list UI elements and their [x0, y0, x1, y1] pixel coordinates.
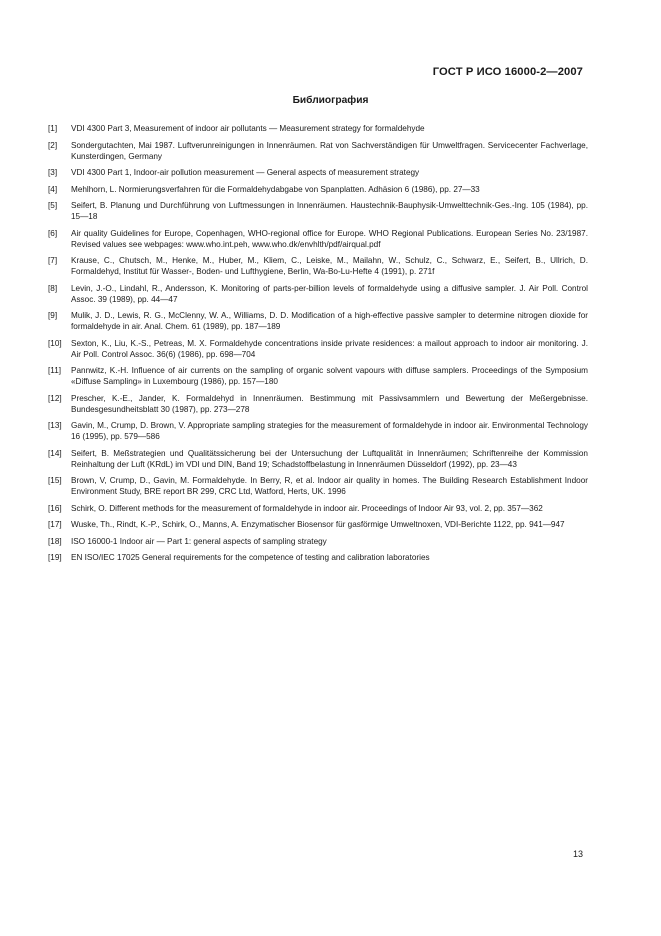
reference-text: Krause, C., Chutsch, M., Henke, M., Huber, M., Kliem, C., Leiske, M., Mailahn, W., Schulz, C., Schwarz, E., Seifert, B., Ullrich, D. Formaldehyd, Institut für Wasser-, Boden- und Lufthygiene, Berlin, Wa-Bo-Lu-Hefte 4 (1991), p. 271f [71, 256, 588, 276]
reference-number: [18] [48, 536, 62, 546]
reference-item [48, 338, 588, 360]
reference-number: [6] [48, 228, 58, 238]
reference-number: [8] [48, 283, 58, 293]
reference-number: [11] [48, 366, 62, 375]
page-number: 13 [572, 849, 583, 859]
reference-number: [10] [48, 338, 62, 348]
reference-number: [2] [48, 140, 58, 150]
reference-text: Seifert, B. Meßstrategien und Qualitätssicherung bei der Untersuchung der Luftqualität in Innenräumen; Schriftenreihe der Kommission Reinhaltung der Luft (KRdL) im VDI und DIN, Band 19; Schadstoffbelastung in Innenräumen Düsseldorf (1992), pp. 23—43 [71, 448, 588, 469]
reference-number: [17] [48, 520, 62, 529]
reference-text: Mehlhorn, L. Normierungsverfahren für die Formaldehydabgabe von Spanplatten. Adhäsion 6 (1986), pp. 27—33 [71, 184, 480, 194]
reference-number: [15] [48, 476, 62, 485]
reference-text: VDI 4300 Part 3, Measurement of indoor air pollutants — Measurement strategy for formaldehyde [71, 124, 425, 133]
reference-number: [3] [48, 168, 58, 177]
reference-item [48, 552, 588, 563]
reference-item [48, 420, 588, 442]
reference-item [48, 448, 588, 470]
reference-text: Sexton, K., Liu, K.-S., Petreas, M. X. Formaldehyde concentrations inside private residences: a mailout approach to indoor air monitoring. J. Air Poll. Control Assoc. 36(6) (1986), pp. 698—704 [71, 338, 588, 359]
reference-list [48, 123, 588, 569]
reference-number: [5] [48, 201, 58, 210]
reference-number: [16] [48, 503, 62, 513]
reference-text: Prescher, K.-E., Jander, K. Formaldehyd in Innenräumen. Bestimmung mit Passivsammlern und Bewertung der Meßergebnisse. Bundesgesundheitsblatt 30 (1987), pp. 273—278 [71, 393, 588, 414]
reference-item [48, 310, 588, 332]
reference-number: [14] [48, 448, 62, 458]
reference-item [48, 123, 588, 134]
reference-item [48, 365, 588, 387]
reference-text: Wuske, Th., Rindt, K.-P., Schirk, O., Manns, A. Enzymatischer Biosensor für gasförmige Umweltnoxen, VDI-Berichte 1122, pp. 941—947 [71, 520, 565, 529]
reference-number: [12] [48, 393, 62, 403]
reference-text: Air quality Guidelines for Europe, Copenhagen, WHO-regional office for Europe. WHO Regional Publications. European Series No. 23/1987. Revised values see webpages: www.who.int.peh, www.who.dk/envhlth/pdf/airqual.pdf [71, 228, 588, 249]
reference-number: [9] [48, 311, 58, 320]
reference-item [48, 283, 588, 305]
reference-item [48, 475, 588, 497]
reference-text: Brown, V, Crump, D., Gavin, M. Formaldehyde. In Berry, R, et al. Indoor air quality in homes. The Building Research Establishment Indoor Environment Study, BRE report BR 299, CRC Ltd, Watford, Herts, UK. 1996 [71, 476, 588, 496]
reference-item [48, 255, 588, 277]
document-code: ГОСТ Р ИСО 16000-2—2007 [432, 66, 583, 78]
reference-item [48, 184, 588, 195]
reference-text: Pannwitz, K.-H. Influence of air currents on the sampling of organic solvent vapours with diffuse samplers. Proceedings of the Symposium «Diffuse Sampling» in Luxembourg (1986), pp. 157—180 [71, 366, 588, 386]
reference-number: [4] [48, 184, 58, 194]
reference-text: Gavin, M., Crump, D. Brown, V. Appropriate sampling strategies for the measurement of formaldehyde in indoor air. Environmental Technology 16 (1995), pp. 579—586 [71, 421, 588, 441]
reference-text: Mulik, J. D., Lewis, R. G., McClenny, W. A., Williams, D. D. Modification of a high-effective passive sampler to determine nitrogen dioxide for formaldehyde in air. Anal. Chem. 61 (1989), pp. 187—189 [71, 311, 588, 331]
reference-item [48, 140, 588, 162]
reference-item [48, 536, 588, 547]
reference-item [48, 519, 588, 530]
reference-text: VDI 4300 Part 1, Indoor-air pollution measurement — General aspects of measurement strategy [71, 168, 420, 177]
reference-text: Levin, J.-O., Lindahl, R., Andersson, K. Monitoring of parts-per-billion levels of formaldehyde using a diffusive sampler. J. Air Poll. Control Assoc. 39 (1989), pp. 44—47 [71, 283, 588, 304]
reference-item [48, 228, 588, 250]
reference-item [48, 167, 588, 178]
reference-text: EN ISO/IEC 17025 General requirements for the competence of testing and calibration laboratories [71, 553, 430, 562]
reference-text: ISO 16000-1 Indoor air — Part 1: general aspects of sampling strategy [71, 536, 327, 546]
bibliography-title: Библиография [292, 95, 369, 106]
reference-text: Seifert, B. Planung und Durchführung von Luftmessungen in Innenräumen. Haustechnik-Bauphysik-Umwelttechnik-Ges.-Ing. 105 (1984), pp. 15—18 [71, 201, 588, 221]
reference-item [48, 393, 588, 415]
reference-number: [19] [48, 553, 62, 562]
reference-number: [7] [48, 256, 58, 265]
reference-text: Sondergutachten, Mai 1987. Luftverunreinigungen in Innenräumen. Rat von Sachverständigen für Umweltfragen. Servicecenter Fachverlage, Kunsterdingen, Germany [71, 140, 588, 161]
reference-number: [13] [48, 421, 62, 430]
reference-item [48, 200, 588, 222]
reference-text: Schirk, O. Different methods for the measurement of formaldehyde in indoor air. Proceedings of Indoor Air 93, vol. 2, pp. 357—362 [71, 503, 543, 513]
reference-item [48, 503, 588, 514]
reference-number: [1] [48, 124, 58, 133]
